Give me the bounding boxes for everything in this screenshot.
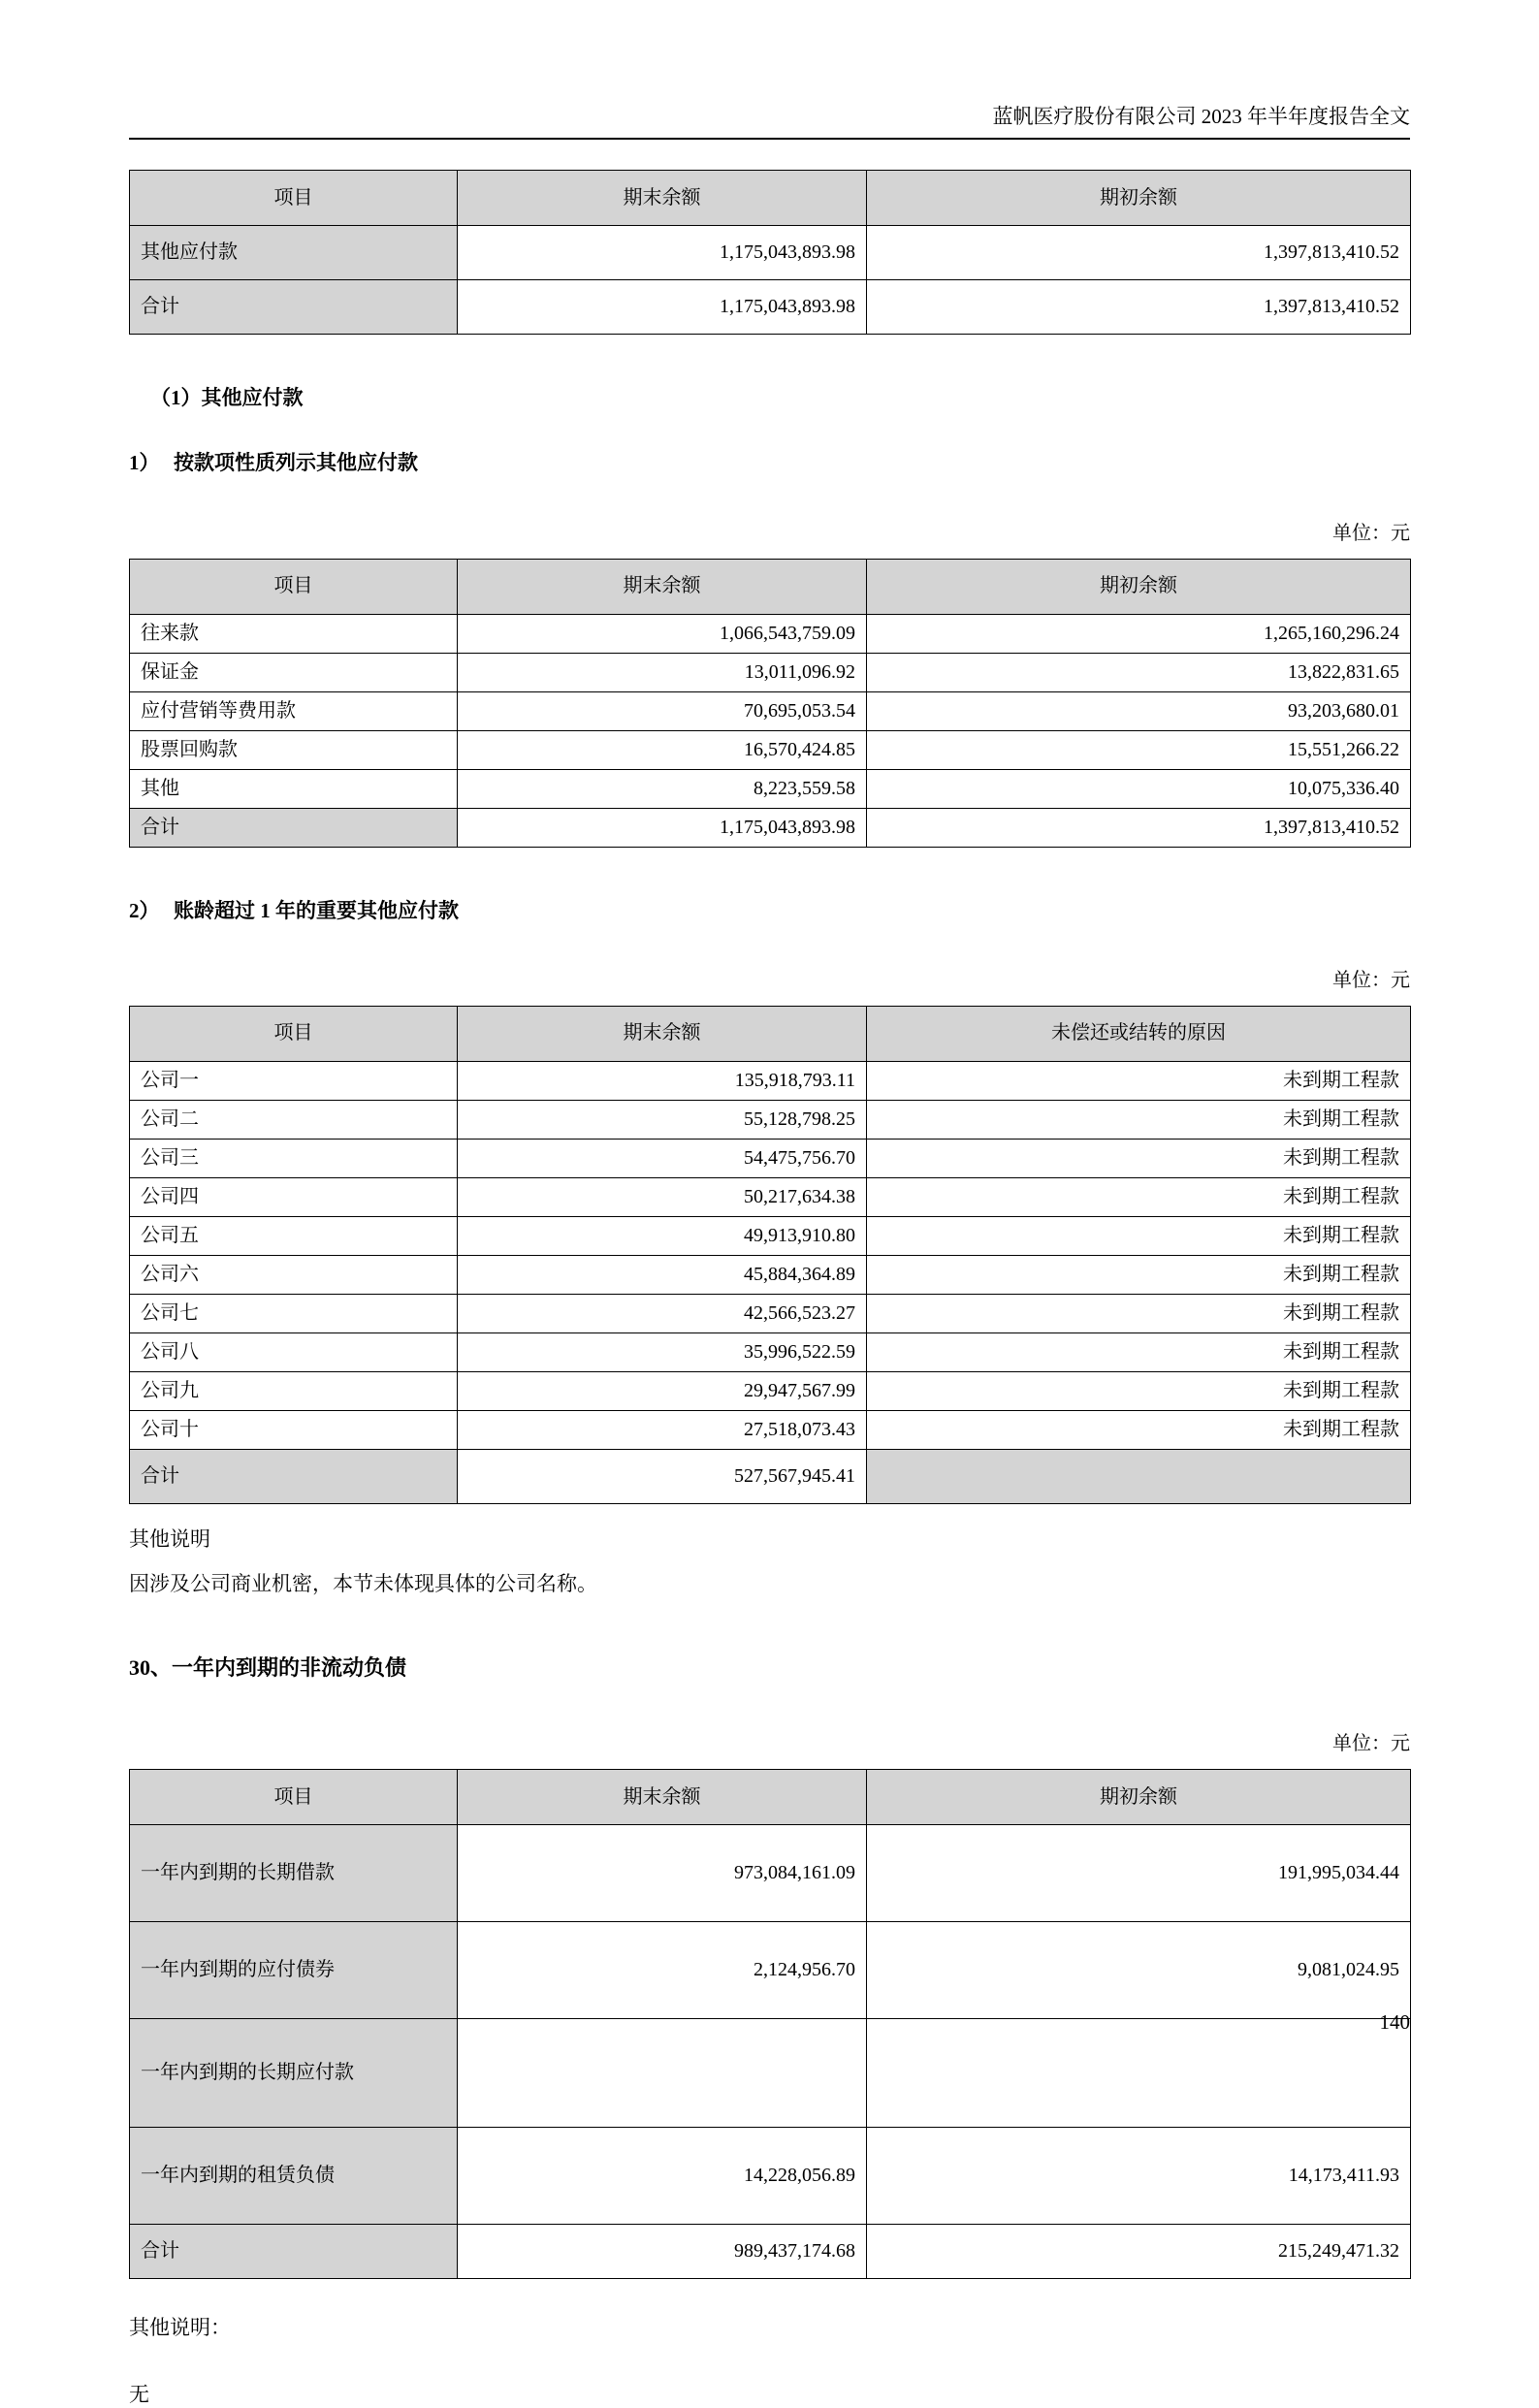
column-header-ending-balance: 期末余额 — [458, 559, 867, 614]
cell-item: 应付营销等费用款 — [130, 691, 458, 730]
table-row-total — [130, 280, 1411, 335]
table-row — [130, 1061, 1411, 1100]
cell-ending-balance: 27,518,073.43 — [458, 1410, 867, 1449]
cell-reason: 未到期工程款 — [867, 1332, 1411, 1371]
cell-ending-balance: 1,066,543,759.09 — [458, 614, 867, 653]
column-header-beginning-balance: 期初余额 — [867, 559, 1411, 614]
table-row — [130, 691, 1411, 730]
other-notes-label: 其他说明 — [129, 1526, 210, 1551]
cell-beginning-balance: 191,995,034.44 — [867, 1825, 1411, 1922]
cell-reason: 未到期工程款 — [867, 1061, 1411, 1100]
table-row — [130, 1216, 1411, 1255]
cell-item: 其他 — [130, 769, 458, 808]
unit-label: 单位：元 — [1332, 1733, 1410, 1755]
cell-beginning-balance: 9,081,024.95 — [867, 1922, 1411, 2019]
table-row — [130, 1825, 1411, 1922]
cell-beginning-balance: 1,397,813,410.52 — [867, 226, 1411, 280]
cell-item: 一年内到期的长期应付款 — [130, 2019, 458, 2128]
subsection-1-1-title: 按款项性质列示其他应付款 — [174, 451, 418, 475]
table-row-total — [130, 808, 1411, 847]
cell-beginning-balance: 1,265,160,296.24 — [867, 614, 1411, 653]
cell-reason: 未到期工程款 — [867, 1410, 1411, 1449]
cell-item: 往来款 — [130, 614, 458, 653]
table-row — [130, 226, 1411, 280]
unit-label: 单位：元 — [1332, 522, 1410, 544]
cell-ending-balance: 8,223,559.58 — [458, 769, 867, 808]
cell-ending-balance: 29,947,567.99 — [458, 1371, 867, 1410]
column-header-beginning-balance: 期初余额 — [867, 171, 1411, 226]
column-header-item: 项目 — [130, 1006, 458, 1061]
table-row — [130, 1255, 1411, 1294]
cell-beginning-balance: 215,249,471.32 — [867, 2225, 1411, 2279]
cell-reason: 未到期工程款 — [867, 1216, 1411, 1255]
column-header-reason: 未偿还或结转的原因 — [867, 1006, 1411, 1061]
cell-item: 合计 — [130, 808, 458, 847]
cell-beginning-balance: 1,397,813,410.52 — [867, 280, 1411, 335]
column-header-item: 项目 — [130, 559, 458, 614]
table-row — [130, 614, 1411, 653]
cell-beginning-balance: 15,551,266.22 — [867, 730, 1411, 769]
table-row — [130, 1100, 1411, 1139]
cell-item: 公司八 — [130, 1332, 458, 1371]
cell-ending-balance: 50,217,634.38 — [458, 1177, 867, 1216]
cell-beginning-balance: 93,203,680.01 — [867, 691, 1411, 730]
header-divider — [129, 138, 1410, 140]
cell-item: 合计 — [130, 280, 458, 335]
cell-ending-balance: 13,011,096.92 — [458, 653, 867, 691]
column-header-item: 项目 — [130, 1770, 458, 1825]
table-row — [130, 2019, 1411, 2128]
page-content — [129, 170, 1410, 2408]
cell-item: 股票回购款 — [130, 730, 458, 769]
table-row-total — [130, 1449, 1411, 1503]
cell-ending-balance: 49,913,910.80 — [458, 1216, 867, 1255]
cell-item: 公司九 — [130, 1371, 458, 1410]
cell-reason — [867, 1449, 1411, 1503]
cell-ending-balance — [458, 2019, 867, 2128]
cell-beginning-balance — [867, 2019, 1411, 2128]
cell-beginning-balance: 10,075,336.40 — [867, 769, 1411, 808]
table-row — [130, 1410, 1411, 1449]
cell-item: 公司四 — [130, 1177, 458, 1216]
cell-item: 保证金 — [130, 653, 458, 691]
cell-item: 合计 — [130, 1449, 458, 1503]
column-header-item: 项目 — [130, 171, 458, 226]
cell-item: 一年内到期的长期借款 — [130, 1825, 458, 1922]
cell-item: 公司五 — [130, 1216, 458, 1255]
cell-ending-balance: 14,228,056.89 — [458, 2128, 867, 2225]
cell-ending-balance: 527,567,945.41 — [458, 1449, 867, 1503]
cell-item: 公司一 — [130, 1061, 458, 1100]
section-30-notes-text: 无 — [129, 2382, 149, 2406]
table-row — [130, 769, 1411, 808]
cell-ending-balance: 35,996,522.59 — [458, 1332, 867, 1371]
cell-item: 公司二 — [130, 1100, 458, 1139]
table-row — [130, 1371, 1411, 1410]
cell-ending-balance: 54,475,756.70 — [458, 1139, 867, 1177]
other-payables-summary-table — [129, 170, 1411, 335]
subsection-1-heading — [129, 385, 1410, 411]
other-notes-text: 因涉及公司商业机密，本节未体现具体的公司名称。 — [129, 1572, 597, 1596]
table-header-row — [130, 171, 1411, 226]
section-30-notes-label: 其他说明： — [129, 2316, 231, 2340]
table-row — [130, 1177, 1411, 1216]
cell-reason: 未到期工程款 — [867, 1371, 1411, 1410]
subsection-1-1-heading — [129, 450, 1410, 476]
cell-item: 合计 — [130, 2225, 458, 2279]
subsection-1-1-number: 1） — [129, 451, 160, 475]
subsection-1-2-heading — [129, 898, 1410, 924]
table-row — [130, 1294, 1411, 1332]
table-header-row — [130, 1006, 1411, 1061]
cell-reason: 未到期工程款 — [867, 1100, 1411, 1139]
table-row — [130, 1332, 1411, 1371]
other-payables-by-nature-table — [129, 559, 1411, 848]
cell-beginning-balance: 14,173,411.93 — [867, 2128, 1411, 2225]
table-row — [130, 1139, 1411, 1177]
cell-item: 公司三 — [130, 1139, 458, 1177]
cell-ending-balance: 2,124,956.70 — [458, 1922, 867, 2019]
table-row — [130, 730, 1411, 769]
cell-item: 一年内到期的应付债券 — [130, 1922, 458, 2019]
cell-ending-balance: 55,128,798.25 — [458, 1100, 867, 1139]
table-header-row — [130, 1770, 1411, 1825]
cell-reason: 未到期工程款 — [867, 1177, 1411, 1216]
cell-reason: 未到期工程款 — [867, 1139, 1411, 1177]
column-header-ending-balance: 期末余额 — [458, 171, 867, 226]
cell-reason: 未到期工程款 — [867, 1255, 1411, 1294]
cell-reason: 未到期工程款 — [867, 1294, 1411, 1332]
table-row — [130, 653, 1411, 691]
column-header-ending-balance: 期末余额 — [458, 1006, 867, 1061]
cell-item: 公司六 — [130, 1255, 458, 1294]
table-row — [130, 2128, 1411, 2225]
subsection-1-title: 其他应付款 — [201, 386, 304, 409]
cell-ending-balance: 70,695,053.54 — [458, 691, 867, 730]
subsection-1-2-number: 2） — [129, 898, 160, 922]
page-header-title: 蓝帆医疗股份有限公司 2023 年半年度报告全文 — [992, 105, 1410, 128]
page-number: 140 — [1379, 2010, 1410, 2034]
cell-beginning-balance: 1,397,813,410.52 — [867, 808, 1411, 847]
cell-ending-balance: 1,175,043,893.98 — [458, 808, 867, 847]
cell-item: 公司十 — [130, 1410, 458, 1449]
cell-ending-balance: 42,566,523.27 — [458, 1294, 867, 1332]
cell-item: 公司七 — [130, 1294, 458, 1332]
table-row-total — [130, 2225, 1411, 2279]
subsection-1-2-title: 账龄超过 1 年的重要其他应付款 — [174, 898, 459, 922]
cell-beginning-balance: 13,822,831.65 — [867, 653, 1411, 691]
cell-ending-balance: 45,884,364.89 — [458, 1255, 867, 1294]
table-row — [130, 1922, 1411, 2019]
section-30-heading: 30、一年内到期的非流动负债 — [129, 1654, 407, 1680]
page-header — [129, 105, 1410, 129]
cell-ending-balance: 973,084,161.09 — [458, 1825, 867, 1922]
cell-ending-balance: 1,175,043,893.98 — [458, 280, 867, 335]
subsection-1-number: （1） — [150, 386, 202, 409]
cell-ending-balance: 135,918,793.11 — [458, 1061, 867, 1100]
cell-ending-balance: 16,570,424.85 — [458, 730, 867, 769]
cell-item: 一年内到期的租赁负债 — [130, 2128, 458, 2225]
column-header-beginning-balance: 期初余额 — [867, 1770, 1411, 1825]
cell-ending-balance: 989,437,174.68 — [458, 2225, 867, 2279]
cell-item: 其他应付款 — [130, 226, 458, 280]
unit-label: 单位：元 — [1332, 969, 1410, 991]
column-header-ending-balance: 期末余额 — [458, 1770, 867, 1825]
aging-over-one-year-table — [129, 1006, 1411, 1504]
table-header-row — [130, 559, 1411, 614]
cell-ending-balance: 1,175,043,893.98 — [458, 226, 867, 280]
